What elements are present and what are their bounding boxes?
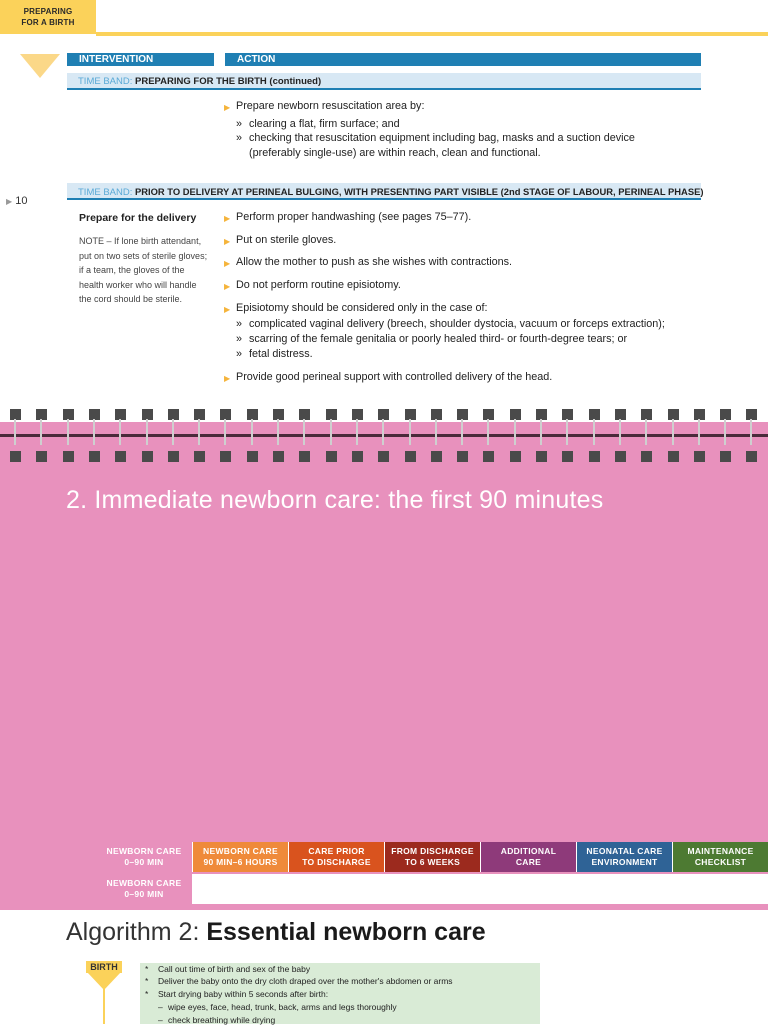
- ring-wire: [330, 419, 332, 445]
- page-arrow-icon: ▶: [6, 197, 13, 206]
- ring-wire: [724, 419, 726, 445]
- action-sub-item: » complicated vaginal delivery (breech, shoulder dystocia, vacuum or forceps extraction);: [236, 318, 665, 330]
- nav-tab-line2: 90 MIN–6 HOURS: [203, 857, 278, 867]
- ring-wire: [251, 419, 253, 445]
- action-bullet: ▶ Perform proper handwashing (see pages 75–77).: [224, 211, 472, 223]
- nav-tab-line1: NEWBORN CARE: [106, 846, 182, 856]
- intervention-title: Prepare for the delivery: [79, 212, 197, 224]
- ring-hole-icon: [431, 451, 442, 462]
- ring-wire: [277, 419, 279, 445]
- ring-wire: [146, 419, 148, 445]
- ring-wire: [619, 419, 621, 445]
- ring-hole-icon: [641, 451, 652, 462]
- nav-tab-line2: TO 6 WEEKS: [404, 857, 461, 867]
- ring-hole-icon: [89, 451, 100, 462]
- ring-hole-icon: [142, 451, 153, 462]
- birth-step: * Call out time of birth and sex of the baby: [145, 964, 311, 974]
- ring-hole-icon: [694, 451, 705, 462]
- time-band-label: TIME BAND:: [78, 76, 133, 87]
- section-tab: [0, 0, 96, 34]
- bullet-arrow-icon: ▶: [224, 259, 231, 268]
- ring-hole-icon: [615, 451, 626, 462]
- ring-wire: [119, 419, 121, 445]
- ring-hole-icon: [405, 451, 416, 462]
- ring-wire: [698, 419, 700, 445]
- nav-tab-line2: CHECKLIST: [694, 857, 747, 867]
- ring-wire: [540, 419, 542, 445]
- ring-wire: [672, 419, 674, 445]
- ring-hole-icon: [326, 451, 337, 462]
- algorithm-name: Essential newborn care: [206, 918, 486, 946]
- time-band-1: [67, 73, 701, 90]
- ring-wire: [645, 419, 647, 445]
- nav-tab-line2: ENVIRONMENT: [591, 857, 658, 867]
- birth-step: * Deliver the baby onto the dry cloth draped over the mother's abdomen or arms: [145, 976, 453, 986]
- nav-tab-line1: FROM DISCHARGE: [391, 846, 474, 856]
- ring-hole-icon: [562, 451, 573, 462]
- nav-tab-active[interactable]: NEWBORN CARE 0–90 MIN: [96, 874, 192, 904]
- ring-hole-icon: [194, 451, 205, 462]
- action-bullet: ▶ Do not perform routine episiotomy.: [224, 279, 401, 291]
- ring-hole-icon: [589, 451, 600, 462]
- ring-hole-icon: [115, 451, 126, 462]
- triangle-marker-icon: [20, 54, 60, 78]
- birth-label: BIRTH: [86, 961, 122, 973]
- ring-wire: [409, 419, 411, 445]
- nav-tab-line1: NEWBORN CARE: [203, 846, 278, 856]
- page-number: ▶ 10: [6, 195, 28, 207]
- ring-hole-icon: [483, 451, 494, 462]
- ring-wire: [356, 419, 358, 445]
- section-tab-line2: FOR A BIRTH: [21, 18, 75, 27]
- nav-strip: [192, 874, 768, 904]
- algorithm-title: [66, 918, 486, 947]
- nav-tab-line1: CARE PRIOR: [308, 846, 365, 856]
- ring-wire: [40, 419, 42, 445]
- bullet-arrow-icon: ▶: [224, 214, 231, 223]
- nav-tab[interactable]: [288, 842, 384, 872]
- action-sub-item: » checking that resuscitation equipment including bag, masks and a suction device: [236, 132, 635, 144]
- ring-hole-icon: [220, 451, 231, 462]
- ring-wire: [435, 419, 437, 445]
- timeline-line: [103, 988, 105, 1024]
- nav-tab[interactable]: [576, 842, 672, 872]
- ring-wire: [172, 419, 174, 445]
- nav-tab-line1: ADDITIONAL: [500, 846, 557, 856]
- ring-hole-icon: [668, 451, 679, 462]
- birth-substep: – wipe eyes, face, head, trunk, back, arms and legs thoroughly: [158, 1002, 397, 1012]
- ring-wire: [566, 419, 568, 445]
- ring-hole-icon: [720, 451, 731, 462]
- time-band-2: [67, 183, 704, 200]
- ring-hole-icon: [510, 451, 521, 462]
- nav-tab-line1: MAINTENANCE: [687, 846, 754, 856]
- ring-hole-icon: [352, 451, 363, 462]
- action-header: ACTION: [225, 53, 701, 66]
- ring-wire: [67, 419, 69, 445]
- action-bullet: ▶ Provide good perineal support with controlled delivery of the head.: [224, 371, 553, 383]
- action-sub-item: » fetal distress.: [236, 348, 313, 360]
- top-rule: [96, 32, 768, 36]
- ring-hole-icon: [168, 451, 179, 462]
- bullet-arrow-icon: ▶: [224, 103, 231, 112]
- action-sub-item-continued: (preferably single-use) are within reach, clean and functional.: [249, 147, 541, 159]
- nav-tab-line2: 0–90 MIN: [124, 857, 164, 867]
- ring-hole-icon: [378, 451, 389, 462]
- ring-wire: [593, 419, 595, 445]
- time-band-label: TIME BAND:: [78, 187, 133, 198]
- bullet-arrow-icon: ▶: [224, 374, 231, 383]
- ring-hole-icon: [63, 451, 74, 462]
- ring-hole-icon: [746, 451, 757, 462]
- intervention-header: INTERVENTION: [67, 53, 214, 66]
- section-tab-line1: PREPARING: [23, 7, 73, 16]
- ring-wire: [514, 419, 516, 445]
- ring-hole-icon: [457, 451, 468, 462]
- nav-tab-line2: CARE: [515, 857, 542, 867]
- birth-step: * Start drying baby within 5 seconds after birth:: [145, 989, 329, 999]
- action-sub-item: » clearing a flat, firm surface; and: [236, 118, 400, 130]
- bullet-arrow-icon: ▶: [224, 305, 231, 314]
- ring-hole-icon: [36, 451, 47, 462]
- action-bullet: ▶ Episiotomy should be considered only in the case of:: [224, 302, 488, 314]
- time-band-value: PRIOR TO DELIVERY AT PERINEAL BULGING, WITH PRESENTING PART VISIBLE (2nd STAGE OF LABOUR, PERINEAL PHASE): [135, 186, 704, 197]
- time-band-value: PREPARING FOR THE BIRTH (continued): [135, 76, 322, 87]
- ring-wire: [303, 419, 305, 445]
- bullet-arrow-icon: ▶: [224, 237, 231, 246]
- birth-steps-box: [140, 963, 540, 1024]
- ring-hole-icon: [247, 451, 258, 462]
- ring-hole-icon: [10, 451, 21, 462]
- nav-tab-line2: TO DISCHARGE: [302, 857, 371, 867]
- intervention-note: NOTE – If lone birth attendant, put on two sets of sterile gloves; if a team, the gloves of the health worker who will handle the cord should be sterile.: [79, 236, 208, 304]
- nav-tab[interactable]: [384, 842, 480, 872]
- ring-wire: [198, 419, 200, 445]
- ring-wire: [487, 419, 489, 445]
- ring-hole-icon: [299, 451, 310, 462]
- ring-wire: [750, 419, 752, 445]
- ring-wire: [14, 419, 16, 445]
- birth-substep: – check breathing while drying: [158, 1015, 276, 1025]
- action-bullet: ▶ Allow the mother to push as she wishes with contractions.: [224, 256, 513, 268]
- nav-tab[interactable]: [672, 842, 768, 872]
- action-sub-item: » scarring of the female genitalia or poorly healed third- or fourth-degree tears; or: [236, 333, 628, 345]
- ring-wire: [461, 419, 463, 445]
- nav-tab-line1: NEONATAL CARE: [586, 846, 663, 856]
- action-bullet: ▶ Prepare newborn resuscitation area by:: [224, 100, 425, 112]
- ring-wire: [93, 419, 95, 445]
- nav-tab[interactable]: [96, 842, 192, 872]
- algorithm-prefix: Algorithm 2:: [66, 918, 207, 946]
- chapter-title: 2. Immediate newborn care: the first 90 minutes: [66, 486, 604, 514]
- bullet-arrow-icon: ▶: [224, 282, 231, 291]
- ring-hole-icon: [273, 451, 284, 462]
- ring-wire: [382, 419, 384, 445]
- nav-tab[interactable]: [480, 842, 576, 872]
- ring-wire: [224, 419, 226, 445]
- nav-tab[interactable]: [192, 842, 288, 872]
- action-bullet: ▶ Put on sterile gloves.: [224, 234, 337, 246]
- ring-hole-icon: [536, 451, 547, 462]
